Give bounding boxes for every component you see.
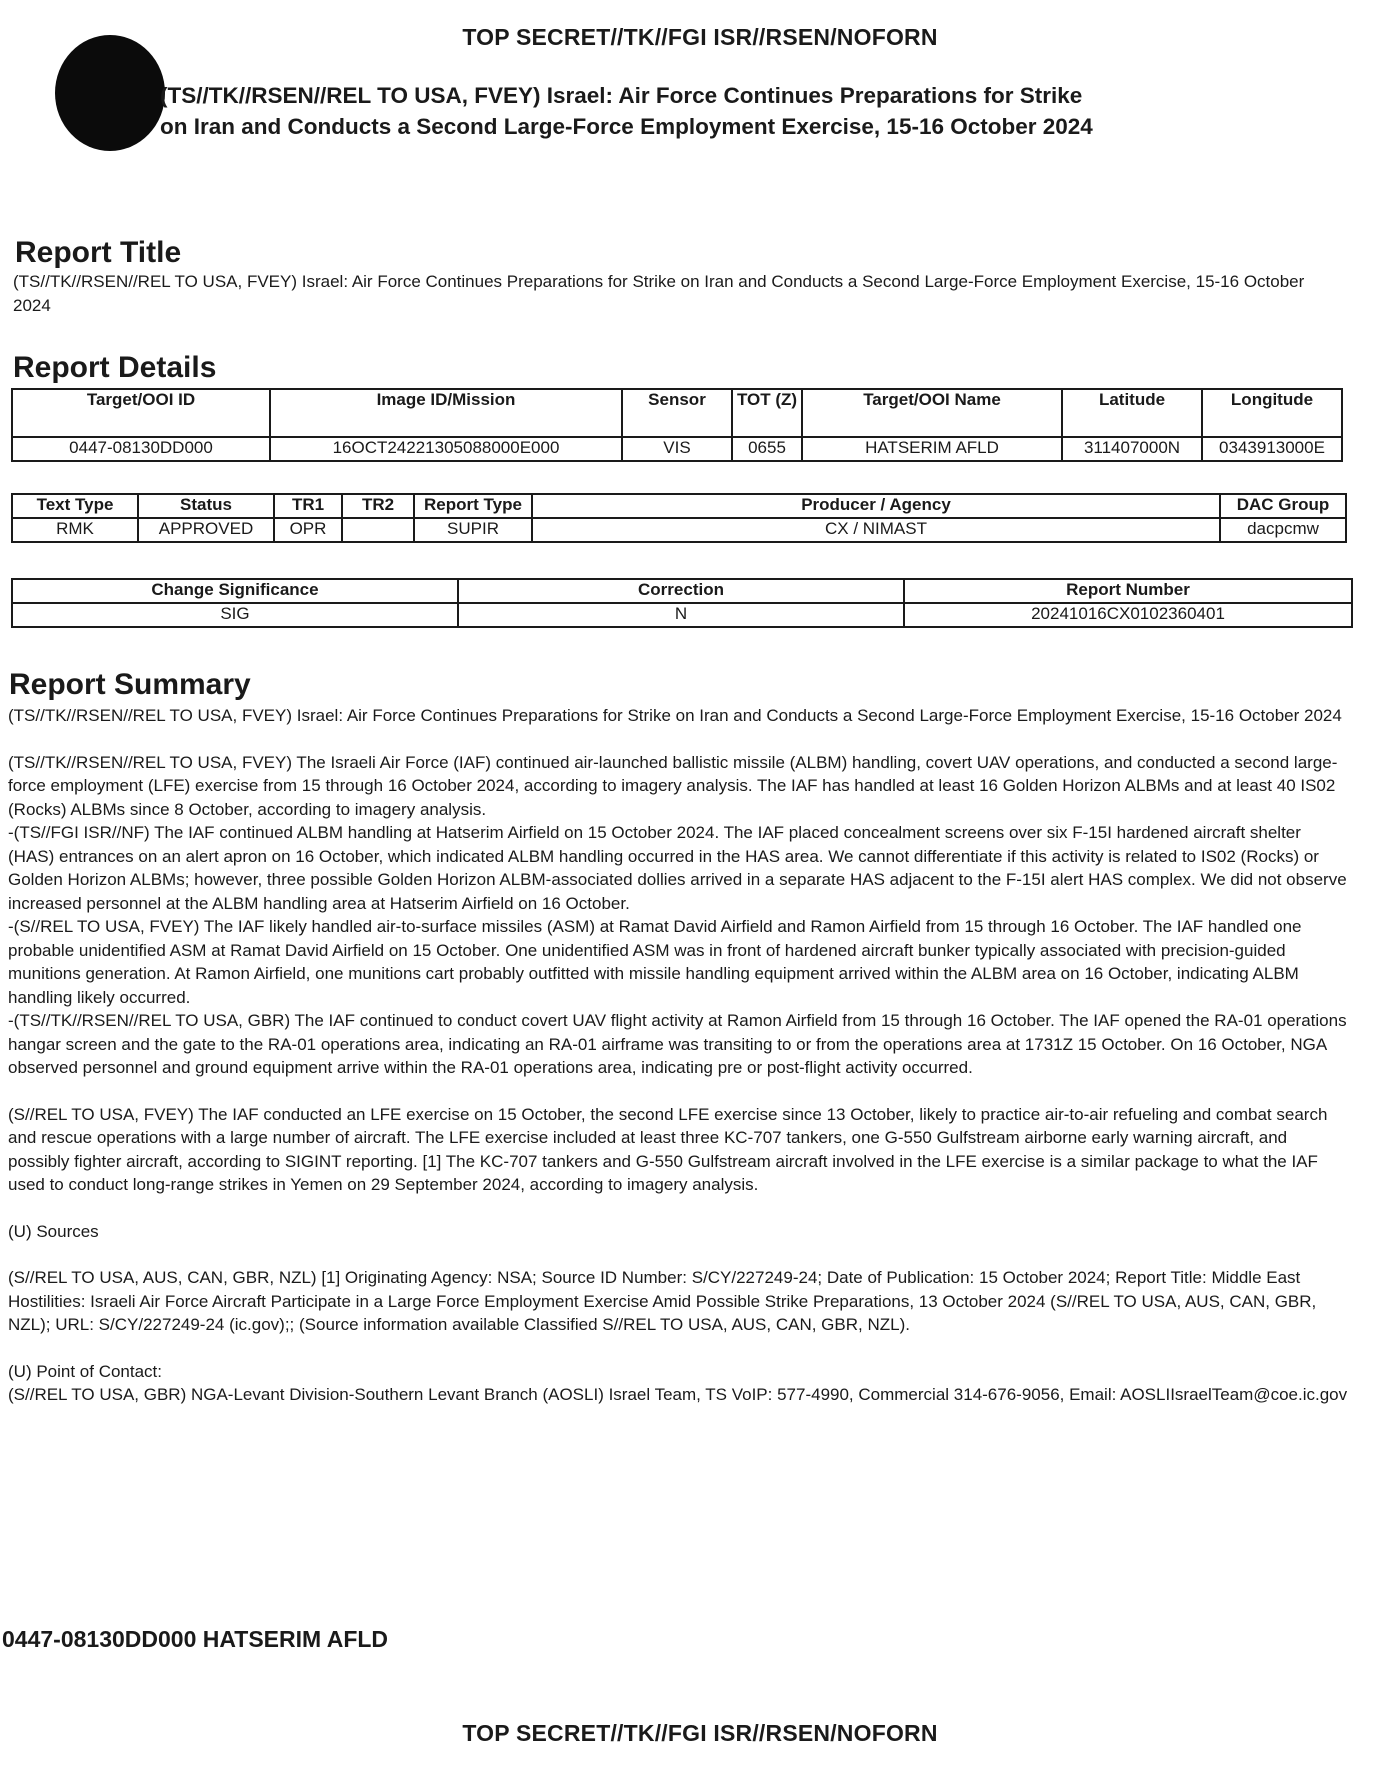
table-cell: dacpcmw — [1220, 518, 1346, 542]
col-header: TOT (Z) — [732, 389, 802, 437]
classification-banner-top: TOP SECRET//TK//FGI ISR//RSEN/NOFORN — [462, 24, 938, 50]
col-header: DAC Group — [1220, 494, 1346, 518]
col-header: Change Significance — [12, 579, 458, 603]
document-title-line1: (TS//TK//RSEN//REL TO USA, FVEY) Israel: Air Force Continues Preparations for Strike — [160, 83, 1083, 108]
table-cell: SIG — [12, 603, 458, 627]
report-title-heading: Report Title — [15, 236, 182, 269]
table-cell: CX / NIMAST — [532, 518, 1220, 542]
details-table-report-number — [11, 578, 1353, 628]
col-header: Text Type — [12, 494, 138, 518]
col-header: Target/OOI ID — [12, 389, 270, 437]
col-header: Report Number — [904, 579, 1352, 603]
report-summary-heading: Report Summary — [9, 668, 251, 701]
report-details-heading: Report Details — [13, 351, 217, 384]
details-table-report-number-header — [12, 579, 1352, 603]
summary-paragraph-2: (S//REL TO USA, FVEY) The IAF conducted an LFE exercise on 15 October, the second LFE exercise since 13 October, likely to practice air-to-air refueling and combat search and rescue operations with a large number of aircraft. The LFE exercise included at least three KC-707 tankers, one G-550 Gulfstream airborne early warning aircraft, and possibly fighter aircraft, according to SIGINT reporting. [1] The KC-707 tankers and G-550 Gulfstream aircraft involved in the LFE exercise is a similar package to what the IAF used to conduct long-range strikes in Yemen on 29 September 2024, according to imagery analysis. — [8, 1104, 1328, 1194]
details-table-status — [11, 493, 1347, 543]
summary-bullet-1: -(TS//FGI ISR//NF) The IAF continued ALBM handling at Hatserim Airfield on 15 October 2024. The IAF placed concealment screens over six F-15I hardened aircraft shelter (HAS) entrances on an alert apron on 16 October, which indicated ALBM handling occurred in the HAS area. We cannot differentiate if this activity is related to IS02 (Rocks) or Golden Horizon ALBMs; however, three possible Golden Horizon ALBM-associated dollies arrived in a separate HAS adjacent to the F-15I alert HAS complex. We did not observe increased personnel at the ALBM handling area at Hatserim Airfield on 16 October. — [8, 823, 1347, 913]
col-header: Longitude — [1202, 389, 1342, 437]
col-header: Producer / Agency — [532, 494, 1220, 518]
summary-bullet-2: -(S//REL TO USA, FVEY) The IAF likely handled air-to-surface missiles (ASM) at Ramat David Airfield and Ramon Airfield from 15 through 16 October. The IAF handled one probable unidentified ASM at Ramat David Airfield on 15 October. One unidentified ASM was in front of hardened aircraft bunker typically associated with precision-guided munitions generation. At Ramon Airfield, one munitions cart probably outfitted with missile handling equipment arrived within the ALBM area on 16 October, indicating ALBM handling likely occurred. — [8, 917, 1302, 1007]
table-cell: 0343913000E — [1202, 437, 1342, 461]
table-cell: 16OCT24221305088000E000 — [270, 437, 622, 461]
details-table-main-row — [12, 437, 1342, 461]
details-table-main — [11, 388, 1343, 462]
col-header: Status — [138, 494, 274, 518]
table-cell: 311407000N — [1062, 437, 1202, 461]
sources-label: (U) Sources — [8, 1221, 99, 1241]
details-table-status-row — [12, 518, 1346, 542]
report-summary-body — [8, 704, 1348, 1407]
col-header: Report Type — [414, 494, 532, 518]
col-header: TR2 — [342, 494, 414, 518]
col-header: Correction — [458, 579, 904, 603]
footer-target-id: 0447-08130DD000 HATSERIM AFLD — [2, 1626, 389, 1652]
table-cell: 0447-08130DD000 — [12, 437, 270, 461]
details-table-report-number-row — [12, 603, 1352, 627]
report-title-text: (TS//TK//RSEN//REL TO USA, FVEY) Israel: Air Force Continues Preparations for Strike on Iran and Conducts a Second Large-Force Employment Exercise, 15-16 October 2024 — [13, 272, 1305, 315]
table-cell: OPR — [274, 518, 342, 542]
redaction-mark — [55, 35, 165, 151]
table-cell: N — [458, 603, 904, 627]
summary-paragraph-1: (TS//TK//RSEN//REL TO USA, FVEY) The Israeli Air Force (IAF) continued air-launched ballistic missile (ALBM) handling, covert UAV operations, and conducted a second large-force employment (LFE) exercise from 15 through 16 October 2024, according to imagery analysis. The IAF has handled at least 16 Golden Horizon ALBMs and at least 40 IS02 (Rocks) ALBMs since 8 October, according to imagery analysis. — [8, 752, 1338, 819]
table-cell: 20241016CX0102360401 — [904, 603, 1352, 627]
document-title — [160, 80, 1320, 142]
poc-text: (S//REL TO USA, GBR) NGA-Levant Division-Southern Levant Branch (AOSLI) Israel Team, TS VoIP: 577-4990, Commercial 314-676-9056, Email: AOSLIIsraelTeam@coe.ic.gov — [8, 1385, 1348, 1404]
summary-bullet-3: -(TS//TK//RSEN//REL TO USA, GBR) The IAF continued to conduct covert UAV flight activity at Ramon Airfield from 15 through 16 October. The IAF opened the RA-01 operations hangar screen and the gate to the RA-01 operations area, indicating an RA-01 airframe was transiting to or from the operations area at 1731Z 15 October. On 16 October, NGA observed personnel and ground equipment arrive within the RA-01 operations area, indicating pre or post-flight activity occurred. — [8, 1011, 1347, 1077]
col-header: Image ID/Mission — [270, 389, 622, 437]
table-cell: APPROVED — [138, 518, 274, 542]
table-cell: 0655 — [732, 437, 802, 461]
summary-title-text: (TS//TK//RSEN//REL TO USA, FVEY) Israel: Air Force Continues Preparations for Strike on Iran and Conducts a Second Large-Force Employment Exercise, 15-16 October 2024 — [8, 706, 1342, 725]
table-cell: RMK — [12, 518, 138, 542]
table-cell: SUPIR — [414, 518, 532, 542]
details-table-main-header — [12, 389, 1342, 437]
details-table-status-header — [12, 494, 1346, 518]
table-cell — [342, 518, 414, 542]
col-header: Latitude — [1062, 389, 1202, 437]
classification-banner-bottom: TOP SECRET//TK//FGI ISR//RSEN/NOFORN — [462, 1720, 938, 1746]
sources-text: (S//REL TO USA, AUS, CAN, GBR, NZL) [1] Originating Agency: NSA; Source ID Number: S/CY/227249-24; Date of Publication: 15 October 2024; Report Title: Middle East Hostilities: Israeli Air Force Aircraft Participate in a Large Force Employment Exercise Amid Possible Strike Preparations, 13 October 2024 (S//REL TO USA, AUS, CAN, GBR, NZL); URL: S/CY/227249-24 (ic.gov);; (Source information available Classified S//REL TO USA, AUS, CAN, GBR, NZL). — [8, 1268, 1317, 1334]
col-header: Target/OOI Name — [802, 389, 1062, 437]
table-cell: HATSERIM AFLD — [802, 437, 1062, 461]
col-header: TR1 — [274, 494, 342, 518]
poc-label: (U) Point of Contact: — [8, 1361, 163, 1381]
table-cell: VIS — [622, 437, 732, 461]
document-title-line2: on Iran and Conducts a Second Large-Force Employment Exercise, 15-16 October 2024 — [160, 114, 1093, 139]
col-header: Sensor — [622, 389, 732, 437]
